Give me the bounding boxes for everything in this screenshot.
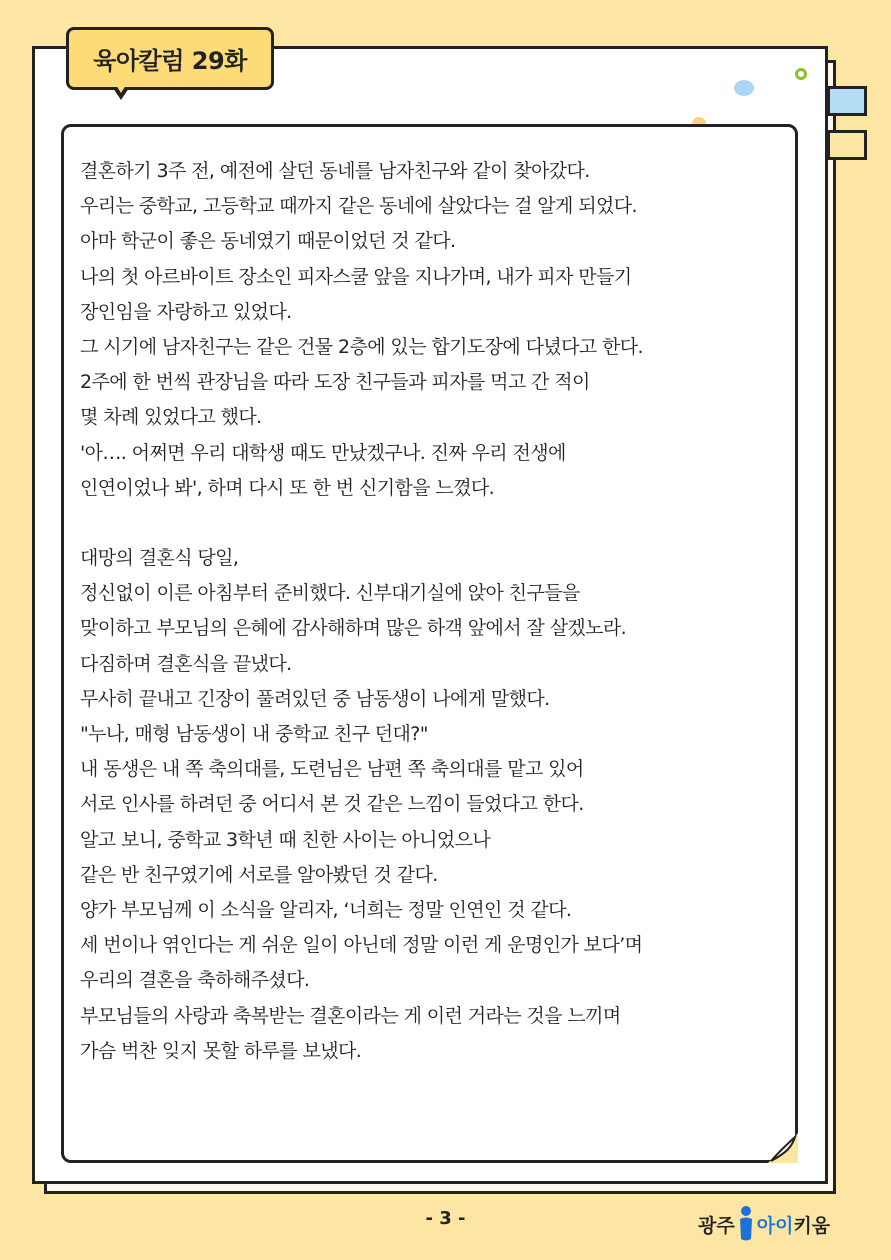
body-line: 내 동생은 내 쪽 축의대를, 도련님은 남편 쪽 축의대를 맡고 있어 [80, 758, 584, 781]
page-title: 육아칼럼 29화 [93, 47, 247, 75]
title-tag [66, 27, 274, 90]
body-line: 그 시기에 남자친구는 같은 건물 2층에 있는 합기도장에 다녔다고 한다. [80, 335, 643, 358]
body-line: 다짐하며 결혼식을 끝냈다. [80, 652, 292, 675]
body-line: 가슴 벅찬 잊지 못할 하루를 보냈다. [80, 1039, 362, 1062]
body-line: 세 번이나 엮인다는 게 쉬운 일이 아닌데 정말 이런 게 운명인가 보다’며 [80, 934, 643, 957]
body-line: 서로 인사를 하려던 중 어디서 본 것 같은 느낌이 들었다고 한다. [80, 793, 584, 816]
body-line: 인연이었나 봐', 하며 다시 또 한 번 신기함을 느꼈다. [80, 476, 495, 499]
page-number: - 3 - [425, 1208, 466, 1229]
body-line: '아…. 어쩌면 우리 대학생 때도 만났겠구나. 진짜 우리 전생에 [80, 441, 566, 464]
body-line: 같은 반 친구였기에 서로를 알아봤던 것 같다. [80, 863, 438, 886]
side-tab-yellow [827, 130, 867, 160]
body-line: "누나, 매형 남동생이 내 중학교 친구 던대?" [80, 723, 428, 745]
brand-accent: 아이 [756, 1214, 794, 1237]
decorative-ring-green [795, 68, 807, 80]
body-line: 알고 보니, 중학교 3학년 때 친한 사이는 아니었으나 [80, 828, 491, 851]
body-line: 2주에 한 번씩 관장님을 따라 도장 친구들과 피자를 먹고 간 적이 [80, 371, 590, 394]
brand-logo [698, 1202, 830, 1246]
body-line: 우리의 결혼을 축하해주셨다. [80, 969, 310, 992]
body-line: 양가 부모님께 이 소식을 알리자, ‘너희는 정말 인연인 것 같다. [80, 898, 572, 921]
body-line: 몇 차례 있었다고 했다. [80, 406, 262, 429]
page-fold-icon [768, 1133, 798, 1163]
brand-prefix: 광주 [698, 1214, 735, 1237]
body-line: 결혼하기 3주 전, 예전에 살던 동네를 남자친구와 같이 찾아갔다. [80, 160, 590, 182]
article-body [80, 154, 770, 1069]
body-line: 맞이하고 부모님의 은혜에 감사해하며 많은 하객 앞에서 잘 살겠노라. [80, 617, 627, 640]
body-line: 장인임을 자랑하고 있었다. [80, 300, 292, 323]
body-line: 우리는 중학교, 고등학교 때까지 같은 동네에 살았다는 걸 알게 되었다. [80, 195, 637, 218]
body-line: 무사히 끝내고 긴장이 풀려있던 중 남동생이 나에게 말했다. [80, 687, 550, 710]
body-line [80, 506, 770, 541]
body-line: 나의 첫 아르바이트 장소인 피자스쿨 앞을 지나가며, 내가 피자 만들기 [80, 265, 632, 288]
brand-suffix: 키움 [793, 1214, 831, 1237]
decorative-dot-blue [734, 80, 754, 96]
person-figure-icon [737, 1205, 755, 1243]
tag-tail [113, 88, 129, 100]
body-line: 정신없이 이른 아침부터 준비했다. 신부대기실에 앉아 친구들을 [80, 582, 580, 605]
body-line: 아마 학군이 좋은 동네였기 때문이었던 것 같다. [80, 230, 456, 253]
body-line: 대망의 결혼식 당일, [80, 547, 239, 570]
body-line: 부모님들의 사랑과 축복받는 결혼이라는 게 이런 거라는 것을 느끼며 [80, 1004, 621, 1027]
side-tab-blue [827, 86, 867, 116]
